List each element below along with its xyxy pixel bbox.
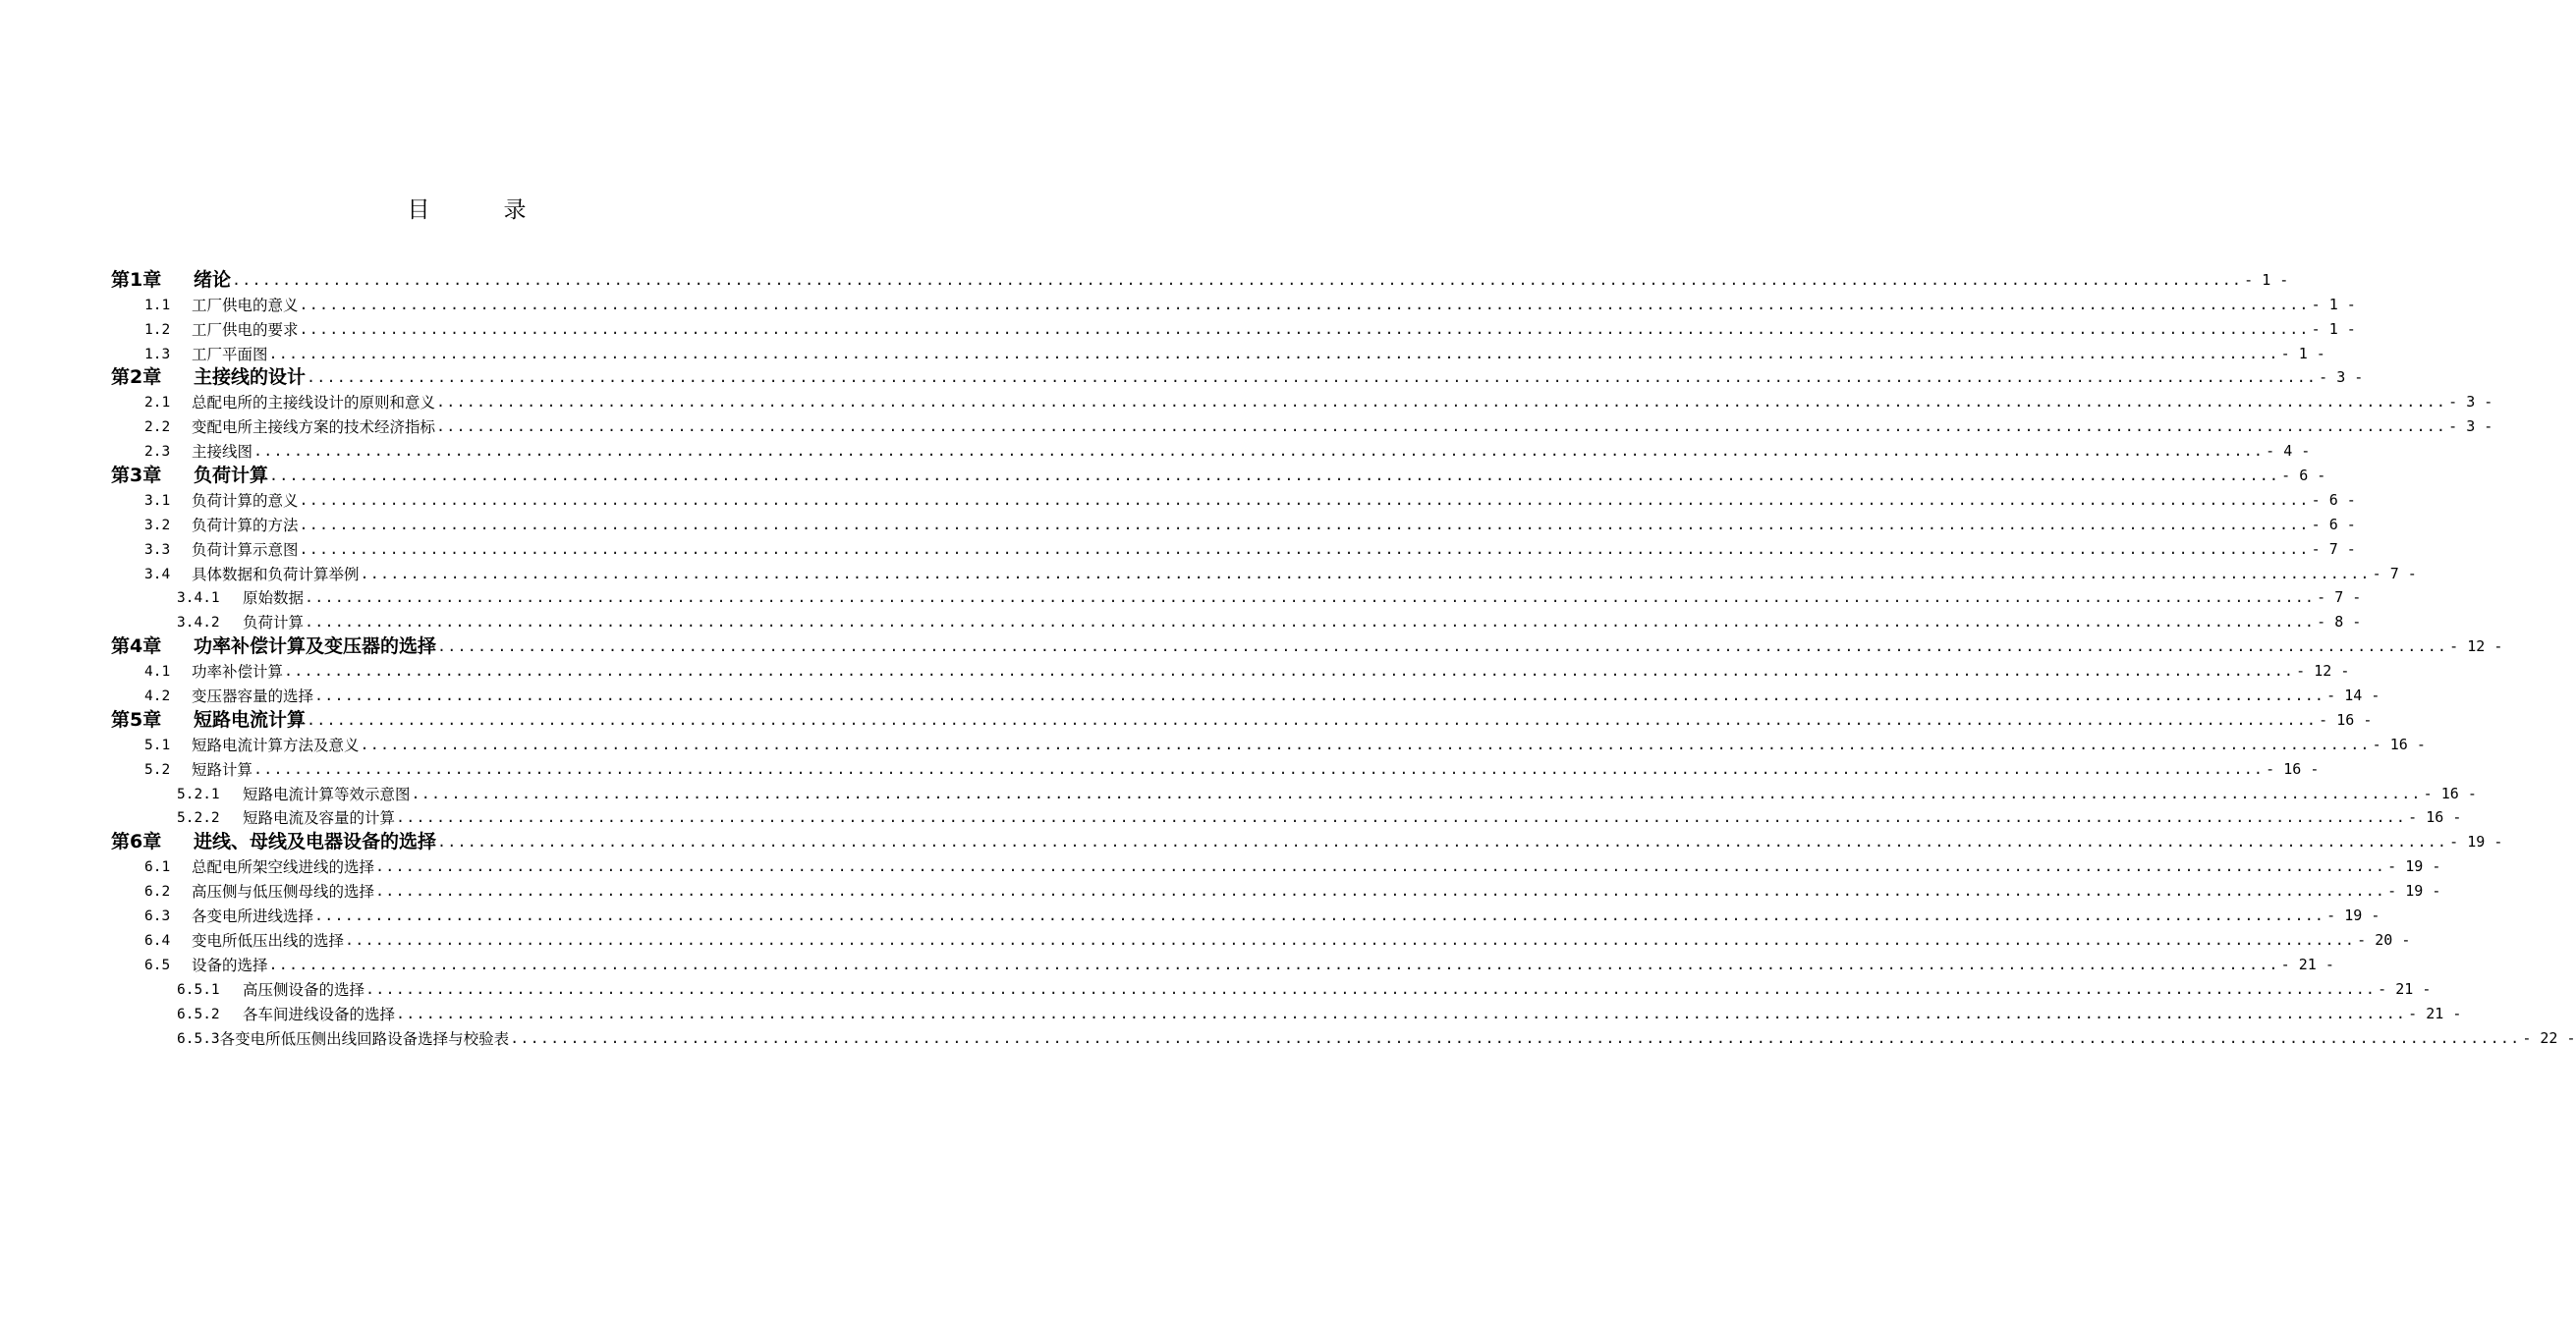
toc-entry-label [144, 907, 313, 926]
toc-entry-number: 第1章 [111, 268, 162, 291]
toc-entry-level2[interactable] [0, 755, 2320, 780]
toc-entry-title: 各变电所低压侧出线回路设备选择与校验表 [219, 1029, 510, 1048]
toc-entry-level2[interactable] [0, 412, 2493, 437]
toc-entry-level3[interactable] [0, 780, 2477, 804]
dot-leader: ........................................................................................................................................................................................................ [299, 295, 2310, 313]
toc-entry-level1[interactable] [0, 828, 2503, 853]
dot-leader: ........................................................................................................................................................................................................ [510, 1028, 2521, 1047]
toc-entry-level1[interactable] [0, 266, 2289, 291]
toc-entry-number: 6.4 [144, 932, 171, 949]
toc-entry-title: 主接线图 [192, 443, 253, 462]
dot-leader: ........................................................................................................................................................................................................ [375, 857, 2386, 876]
toc-entry-page: - 16 - [2319, 710, 2373, 729]
toc-entry-level2[interactable] [0, 731, 2426, 755]
dot-leader: ........................................................................................................................................................................................................ [299, 490, 2310, 509]
toc-entry-title: 变配电所主接线方案的技术经济指标 [192, 418, 436, 437]
toc-entry-label [177, 588, 304, 608]
toc-entry-label [111, 635, 436, 657]
toc-entry-page: - 19 - [2387, 882, 2441, 901]
toc-entry-page: - 3 - [2448, 393, 2493, 412]
dot-leader: ........................................................................................................................................................................................................ [268, 955, 2279, 973]
toc-entry-page: - 12 - [2296, 662, 2350, 681]
toc-entry-number: 2.1 [144, 395, 171, 412]
toc-entry-title: 各车间进线设备的选择 [243, 1005, 396, 1023]
toc-entry-page: - 3 - [2448, 417, 2493, 436]
toc-entry-page: - 6 - [2281, 467, 2326, 485]
toc-entry-page: - 16 - [2372, 735, 2426, 753]
toc-entry-level3[interactable] [0, 804, 2462, 829]
dot-leader: ........................................................................................................................................................................................................ [396, 1004, 2407, 1022]
toc-entry-title: 进线、母线及电器设备的选择 [194, 831, 437, 853]
toc-entry-level2[interactable] [0, 340, 2325, 364]
toc-entry-number: 1.3 [144, 346, 171, 362]
toc-entry-level2[interactable] [0, 902, 2380, 926]
toc-entry-page: - 12 - [2449, 637, 2503, 656]
dot-leader: ........................................................................................................................................................................................................ [253, 759, 2265, 778]
toc-entry-label [144, 882, 374, 902]
toc-entry-title: 负荷计算 [194, 465, 269, 487]
toc-entry-page: - 21 - [2280, 955, 2334, 973]
toc-entry-number: 3.4.1 [177, 590, 220, 607]
toc-entry-title: 主接线的设计 [194, 366, 307, 389]
toc-entry-title: 总配电所的主接线设计的原则和意义 [192, 394, 436, 412]
toc-entry-label [177, 1005, 395, 1024]
toc-entry-number: 3.2 [144, 517, 171, 533]
toc-entry-title: 总配电所架空线进线的选择 [192, 858, 375, 877]
toc-entry-level2[interactable] [0, 486, 2356, 511]
toc-entry-level2[interactable] [0, 926, 2411, 951]
toc-entry-label [144, 687, 313, 706]
toc-entry-page: - 19 - [2326, 907, 2380, 925]
toc-entry-page: - 19 - [2387, 857, 2441, 876]
toc-entry-title: 功率补偿计算 [192, 663, 284, 682]
toc-entry-level2[interactable] [0, 951, 2334, 975]
dot-leader: ........................................................................................................................................................................................................ [268, 344, 2279, 362]
toc-entry-label [144, 760, 252, 780]
toc-entry-level1[interactable] [0, 632, 2503, 658]
toc-entry-label [144, 857, 374, 877]
toc-entry-label [144, 393, 435, 412]
dot-leader: ........................................................................................................................................................................................................ [360, 735, 2371, 753]
table-of-contents [0, 266, 2576, 1049]
toc-entry-level3[interactable] [0, 975, 2432, 1000]
toc-entry-label [177, 613, 304, 632]
toc-entry-label [144, 345, 268, 364]
toc-entry-number: 第3章 [111, 465, 162, 487]
toc-entry-page: - 20 - [2357, 930, 2411, 949]
toc-entry-number: 3.3 [144, 541, 171, 558]
toc-entry-page: - 16 - [2266, 759, 2320, 778]
dot-leader: ........................................................................................................................................................................................................ [396, 808, 2407, 827]
toc-entry-page: - 22 - [2522, 1028, 2576, 1047]
toc-entry-page: - 6 - [2311, 490, 2356, 509]
toc-entry-page: - 1 - [2244, 270, 2289, 289]
toc-entry-level2[interactable] [0, 657, 2350, 682]
toc-entry-number: 第6章 [111, 831, 162, 853]
dot-leader: ........................................................................................................................................................................................................ [437, 637, 2448, 656]
toc-entry-number: 1.1 [144, 297, 171, 313]
toc-entry-label [111, 465, 268, 486]
toc-entry-number: 5.2.2 [177, 810, 220, 827]
toc-entry-title: 原始数据 [243, 589, 305, 608]
toc-entry-label [144, 491, 299, 511]
toc-entry-page: - 14 - [2326, 687, 2380, 705]
toc-entry-title: 工厂供电的要求 [192, 320, 299, 339]
toc-entry-level1[interactable] [0, 462, 2326, 487]
dot-leader: ........................................................................................................................................................................................................ [253, 442, 2265, 461]
dot-leader: ........................................................................................................................................................................................................ [314, 907, 2325, 925]
toc-entry-number: 第2章 [111, 366, 162, 389]
page-title: 目 录 [407, 197, 552, 223]
toc-entry-title: 高压侧与低压侧母线的选择 [192, 883, 375, 902]
toc-entry-level1[interactable] [0, 706, 2373, 731]
dot-leader: ........................................................................................................................................................................................................ [437, 833, 2448, 852]
toc-entry-label [144, 296, 299, 315]
toc-entry-number: 第5章 [111, 708, 162, 731]
toc-entry-label [111, 831, 436, 852]
dot-leader: ........................................................................................................................................................................................................ [284, 662, 2295, 681]
toc-entry-number: 2.3 [144, 444, 171, 461]
toc-entry-page: - 7 - [2372, 564, 2417, 582]
toc-entry-title: 具体数据和负荷计算举例 [192, 565, 360, 583]
dot-leader: ........................................................................................................................................................................................................ [360, 564, 2371, 582]
toc-entry-label [177, 808, 395, 828]
toc-entry-page: - 7 - [2311, 539, 2356, 558]
toc-entry-level3[interactable] [0, 608, 2362, 632]
toc-entry-title: 短路电流及容量的计算 [243, 809, 396, 828]
toc-entry-page: - 16 - [2423, 784, 2477, 802]
toc-entry-label [144, 736, 360, 755]
toc-entry-title: 工厂平面图 [192, 345, 268, 363]
dot-leader: ........................................................................................................................................................................................................ [411, 784, 2422, 802]
toc-entry-title: 高压侧设备的选择 [243, 980, 365, 999]
toc-entry-title: 负荷计算示意图 [192, 540, 299, 559]
toc-entry-label [144, 320, 299, 340]
toc-entry-title: 变压器容量的选择 [192, 688, 314, 706]
dot-leader: ........................................................................................................................................................................................................ [436, 393, 2447, 412]
dot-leader: ........................................................................................................................................................................................................ [375, 882, 2386, 901]
toc-entry-title: 功率补偿计算及变压器的选择 [194, 635, 437, 658]
toc-entry-level1[interactable] [0, 364, 2364, 389]
toc-entry-number: 6.5.1 [177, 981, 220, 998]
toc-entry-level2[interactable] [0, 291, 2356, 315]
toc-entry-title: 绪论 [194, 268, 232, 291]
toc-entry-level3[interactable] [0, 1024, 2576, 1049]
toc-entry-page: - 3 - [2319, 368, 2364, 387]
toc-entry-label [144, 417, 435, 437]
toc-entry-page: - 1 - [2280, 344, 2325, 362]
toc-entry-page: - 8 - [2317, 613, 2362, 632]
toc-entry-number: 1.2 [144, 321, 171, 338]
dot-leader: ........................................................................................................................................................................................................ [305, 613, 2316, 632]
dot-leader: ........................................................................................................................................................................................................ [232, 270, 2243, 289]
dot-leader: ........................................................................................................................................................................................................ [299, 319, 2310, 338]
toc-entry-number: 6.5.2 [177, 1006, 220, 1022]
dot-leader: ........................................................................................................................................................................................................ [307, 710, 2318, 729]
toc-entry-label [177, 1029, 509, 1049]
toc-entry-label [144, 565, 360, 584]
toc-entry-number: 第4章 [111, 635, 162, 658]
toc-entry-level2[interactable] [0, 315, 2356, 340]
toc-entry-number: 5.1 [144, 737, 171, 753]
toc-entry-level2[interactable] [0, 852, 2441, 877]
toc-entry-number: 3.1 [144, 492, 171, 509]
toc-entry-label [144, 956, 268, 975]
toc-entry-level3[interactable] [0, 1000, 2462, 1024]
toc-entry-page: - 16 - [2408, 808, 2462, 827]
toc-entry-page: - 4 - [2266, 442, 2311, 461]
toc-entry-title: 各变电所进线选择 [192, 908, 314, 926]
toc-entry-title: 短路电流计算方法及意义 [192, 736, 360, 754]
toc-entry-title: 负荷计算的方法 [192, 516, 299, 534]
toc-entry-number: 6.1 [144, 859, 171, 876]
dot-leader: ........................................................................................................................................................................................................ [436, 417, 2447, 436]
toc-entry-level3[interactable] [0, 584, 2362, 609]
toc-entry-label [144, 540, 299, 560]
toc-entry-number: 6.2 [144, 884, 171, 901]
toc-entry-page: - 1 - [2311, 295, 2356, 313]
toc-entry-label [144, 931, 344, 951]
toc-entry-label [144, 662, 283, 682]
toc-entry-title: 短路电流计算等效示意图 [243, 785, 411, 803]
toc-entry-title: 负荷计算的意义 [192, 491, 299, 510]
toc-entry-level2[interactable] [0, 535, 2356, 560]
toc-entry-level2[interactable] [0, 560, 2417, 584]
toc-entry-level2[interactable] [0, 682, 2380, 706]
dot-leader: ........................................................................................................................................................................................................ [269, 467, 2280, 485]
toc-entry-page: - 21 - [2378, 979, 2432, 998]
toc-entry-level2[interactable] [0, 437, 2311, 462]
dot-leader: ........................................................................................................................................................................................................ [299, 515, 2310, 533]
toc-entry-number: 3.4 [144, 566, 171, 582]
toc-entry-number: 6.5.3 [177, 1030, 220, 1047]
toc-entry-number: 4.2 [144, 688, 171, 705]
toc-entry-title: 负荷计算 [243, 614, 305, 632]
dot-leader: ........................................................................................................................................................................................................ [314, 687, 2325, 705]
toc-entry-page: - 1 - [2311, 319, 2356, 338]
dot-leader: ........................................................................................................................................................................................................ [365, 979, 2377, 998]
toc-entry-page: - 7 - [2317, 588, 2362, 607]
toc-entry-number: 5.2 [144, 761, 171, 778]
toc-entry-page: - 21 - [2408, 1004, 2462, 1022]
toc-entry-level2[interactable] [0, 388, 2493, 412]
toc-entry-label [111, 366, 306, 388]
toc-entry-title: 短路计算 [192, 760, 253, 779]
toc-entry-label [111, 709, 306, 731]
dot-leader: ........................................................................................................................................................................................................ [307, 368, 2318, 387]
dot-leader: ........................................................................................................................................................................................................ [299, 539, 2310, 558]
toc-entry-title: 变电所低压出线的选择 [192, 931, 345, 950]
toc-entry-number: 5.2.1 [177, 786, 220, 802]
toc-entry-number: 2.2 [144, 419, 171, 436]
dot-leader: ........................................................................................................................................................................................................ [305, 588, 2316, 607]
toc-entry-title: 设备的选择 [192, 956, 268, 974]
dot-leader: ........................................................................................................................................................................................................ [345, 930, 2356, 949]
toc-entry-page: - 19 - [2449, 833, 2503, 852]
toc-entry-label [177, 980, 364, 1000]
toc-entry-label [111, 269, 231, 291]
toc-entry-level2[interactable] [0, 877, 2441, 902]
toc-entry-number: 3.4.2 [177, 615, 220, 632]
toc-entry-label [144, 442, 252, 462]
toc-entry-title: 工厂供电的意义 [192, 296, 299, 314]
toc-entry-level2[interactable] [0, 511, 2356, 535]
toc-entry-label [144, 516, 299, 535]
toc-entry-number: 6.5 [144, 957, 171, 973]
toc-entry-number: 4.1 [144, 664, 171, 681]
toc-entry-label [177, 785, 411, 804]
toc-entry-title: 短路电流计算 [194, 708, 307, 731]
toc-entry-number: 6.3 [144, 908, 171, 925]
toc-entry-page: - 6 - [2311, 515, 2356, 533]
